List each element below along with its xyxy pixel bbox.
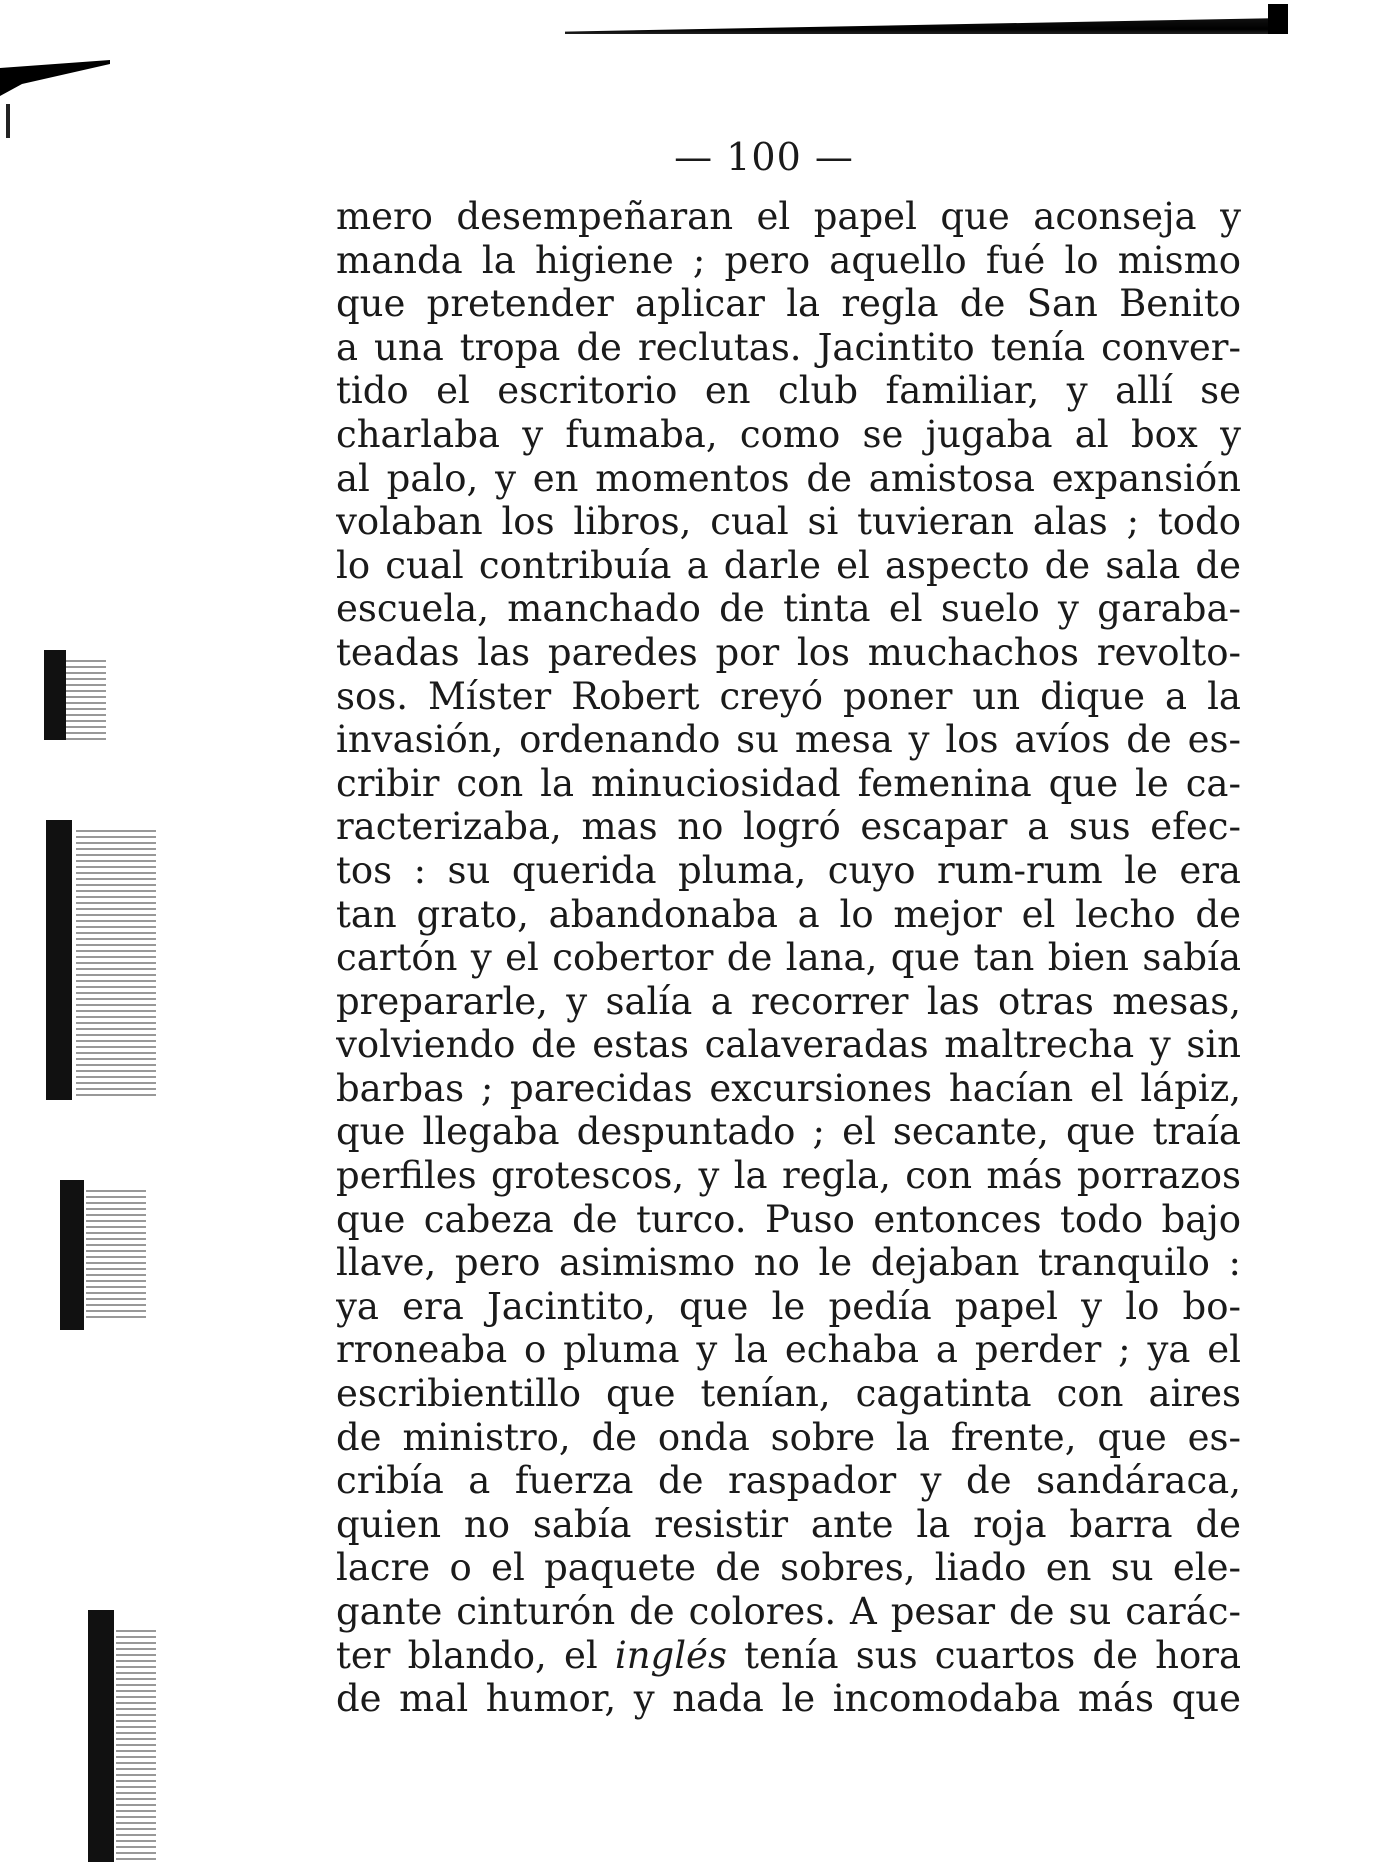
text-line: perfiles grotescos, y la regla, con más porrazos <box>336 1154 1241 1198</box>
text-line: rroneaba o pluma y la echaba a perder ; ya el <box>336 1328 1241 1372</box>
text-line: racterizaba, mas no logró escapar a sus efec- <box>336 805 1241 849</box>
text-line: cribir con la minuciosidad femenina que le ca- <box>336 761 1241 805</box>
text-line: que cabeza de turco. Puso entonces todo bajo <box>336 1197 1241 1241</box>
text-line-with-italic <box>336 1634 1241 1678</box>
text-line: ya era Jacintito, que le pedía papel y lo bo- <box>336 1284 1241 1328</box>
text-line: cribía a fuerza de raspador y de sandáraca, <box>336 1459 1241 1503</box>
text-line: tan grato, abandonaba a lo mejor el lecho de <box>336 892 1241 936</box>
text-line: barbas ; parecidas excursiones hacían el lápiz, <box>336 1066 1241 1110</box>
text-line: manda la higiene ; pero aquello fué lo mismo <box>336 238 1241 282</box>
text-line: escuela, manchado de tinta el suelo y garaba- <box>336 587 1241 631</box>
text-line: invasión, ordenando su mesa y los avíos de es- <box>336 718 1241 762</box>
text-line: prepararle, y salía a recorrer las otras mesas, <box>336 979 1241 1023</box>
text-line: que pretender aplicar la regla de San Benito <box>336 282 1241 326</box>
text-line: de mal humor, y nada le incomodaba más que <box>336 1677 1241 1721</box>
text-line: gante cinturón de colores. A pesar de su carác- <box>336 1590 1241 1633</box>
text-line: lo cual contribuía a darle el aspecto de sala de <box>336 543 1241 587</box>
italic-word: inglés <box>614 1633 727 1677</box>
text-line: escribientillo que tenían, cagatinta con aires <box>336 1372 1241 1416</box>
scan-edge-strip <box>88 1610 114 1862</box>
text-line: volaban los libros, cual si tuvieran alas ; todo <box>336 500 1241 544</box>
scan-edge-noise <box>76 830 156 1100</box>
text-line: volviendo de estas calaveradas maltrecha y sin <box>336 1023 1241 1067</box>
text-line: tido el escritorio en club familiar, y allí se <box>336 369 1241 413</box>
scan-edge-strip <box>44 650 66 740</box>
body-text <box>336 195 1241 1721</box>
scan-corner-tick <box>6 104 10 138</box>
text-line: teadas las paredes por los muchachos revolto- <box>336 630 1241 674</box>
scan-edge-noise <box>66 660 106 740</box>
text-segment: ter blando, el <box>336 1633 598 1677</box>
text-line: de ministro, de onda sobre la frente, que es- <box>336 1415 1241 1459</box>
text-line: mero desempeñaran el papel que aconseja y <box>336 195 1241 238</box>
page-number: — 100 — <box>674 135 854 179</box>
text-segment: tenía sus cuartos de hora <box>744 1633 1241 1677</box>
text-line: tos : su querida pluma, cuyo rum-rum le era <box>336 848 1241 892</box>
text-line: charlaba y fumaba, como se jugaba al box y <box>336 412 1241 456</box>
text-line: al palo, y en momentos de amistosa expansión <box>336 456 1241 500</box>
scan-top-bar <box>565 18 1285 34</box>
text-line: sos. Míster Robert creyó poner un dique a la <box>336 674 1241 718</box>
scan-edge-strip <box>60 1180 84 1330</box>
text-line: cartón y el cobertor de lana, que tan bien sabía <box>336 936 1241 980</box>
scan-edge-noise <box>86 1190 146 1320</box>
scan-edge-strip <box>46 820 72 1100</box>
text-line: llave, pero asimismo no le dejaban tranquilo : <box>336 1241 1241 1285</box>
text-line: a una tropa de reclutas. Jacintito tenía conver- <box>336 325 1241 369</box>
scan-top-bar-edge <box>1268 4 1288 34</box>
scan-edge-noise <box>116 1630 156 1862</box>
text-line: quien no sabía resistir ante la roja barra de <box>336 1502 1241 1546</box>
text-line: que llegaba despuntado ; el secante, que traía <box>336 1110 1241 1154</box>
text-line: lacre o el paquete de sobres, liado en su ele- <box>336 1546 1241 1590</box>
scan-corner-mark <box>0 60 110 100</box>
